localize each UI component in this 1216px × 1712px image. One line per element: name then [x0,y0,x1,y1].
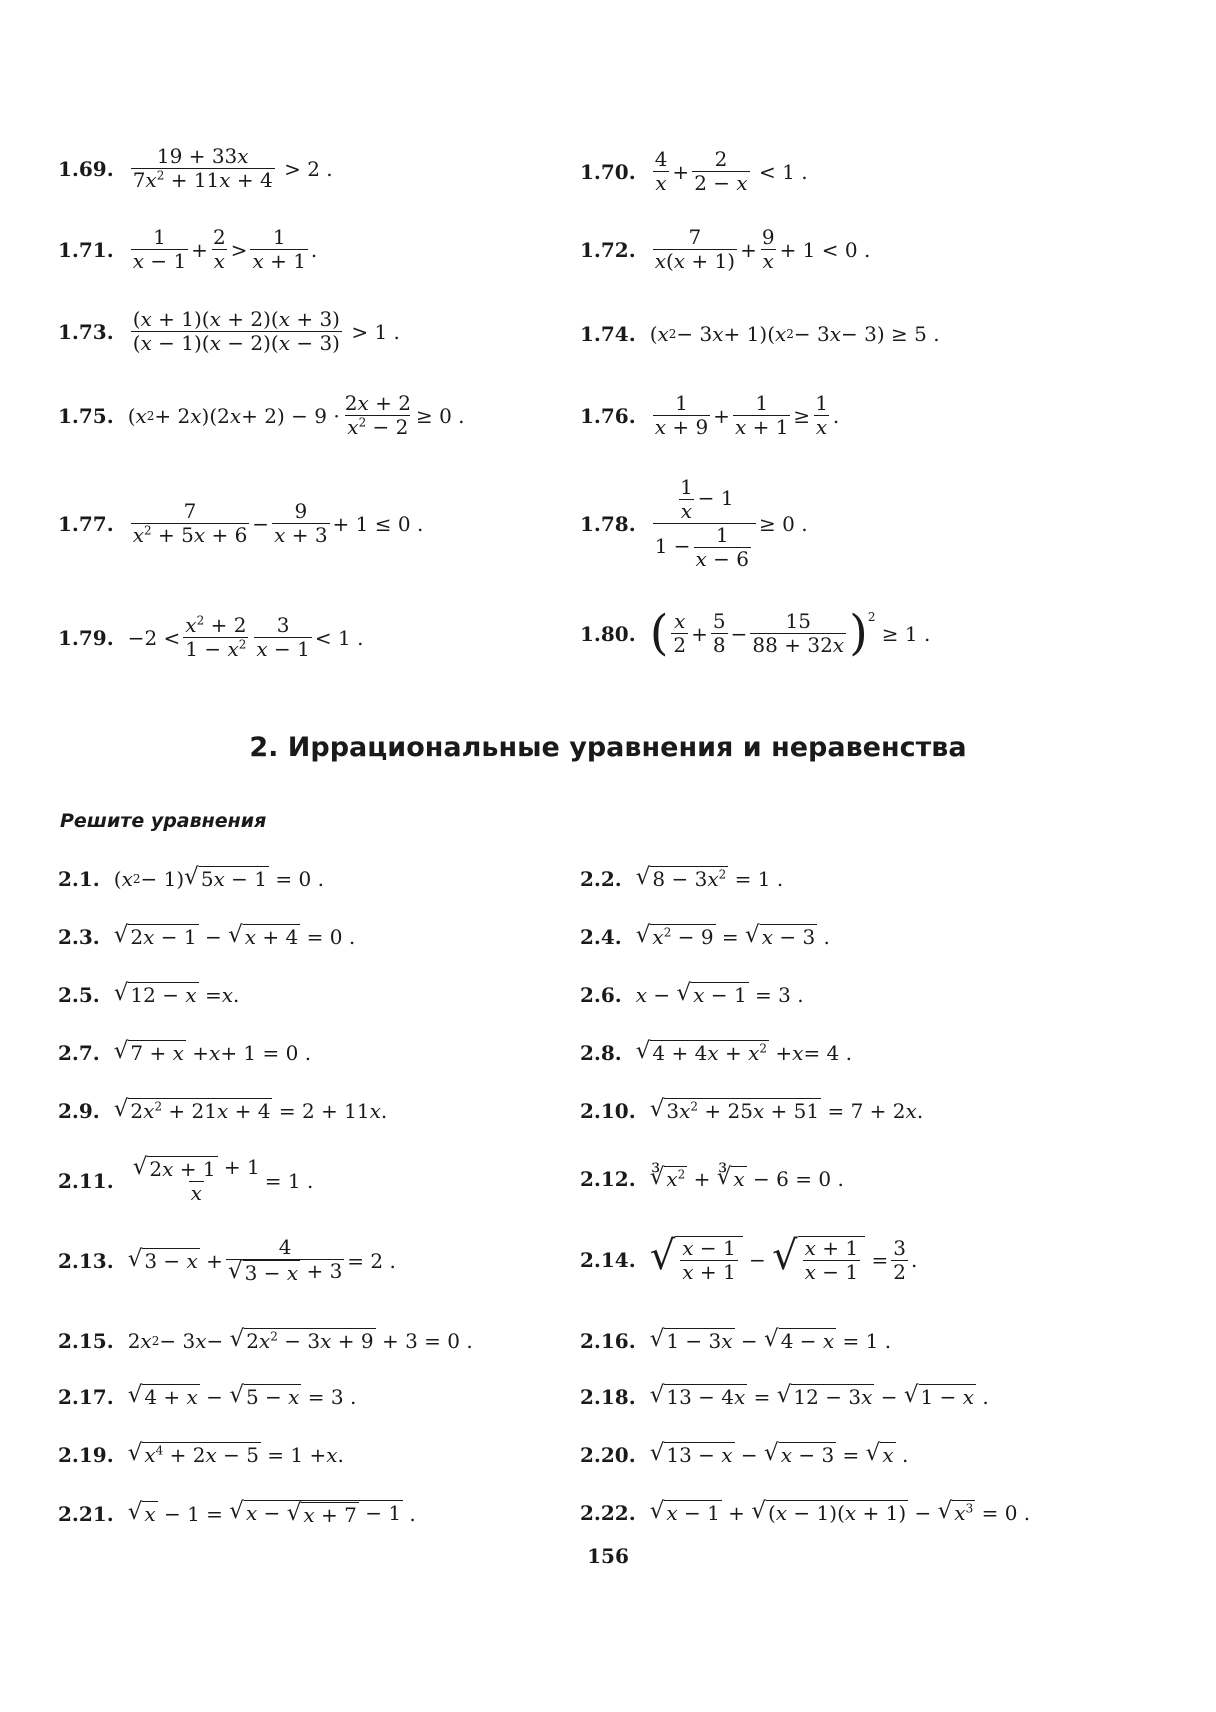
problem-1-78 [580,476,808,571]
formula: $\frac{1}{x - 1}$ + $\frac{2}{x}$ > $\frac{1}{x + 1}$ . [132,225,318,273]
problem-1-74 [580,322,940,346]
formula: √ 2x − 1 − √ x + 4 = 0 . [113,922,356,949]
problem-number: 2.16. [580,1328,636,1353]
problem-number: 1.78. [580,511,636,536]
formula: √ $x^2 - 9$ = √ x − 3 . [635,922,830,949]
problem-2-7 [58,1040,311,1065]
section-title: 2. Иррациональные уравнения и неравенства [249,732,967,763]
formula: √ 12 − x = x . [113,980,240,1007]
problem-number: 2.5. [58,982,100,1007]
problem-2-2 [580,866,783,891]
problem-number: 2.20. [580,1442,636,1467]
formula: $\frac{4}{x}$ + $\frac{2}{2 - x}$ < 1 . [654,147,808,195]
problem-2-10 [580,1098,923,1123]
problem-2-8 [580,1040,852,1065]
formula: √ 7 + x + x + 1 = 0 . [113,1038,312,1065]
formula: −2 < $\frac{x^2 + 2}{1 - x^2}$ $\frac{3}{x - 1}$ < 1 . [127,613,364,661]
problem-number: 1.73. [58,319,114,344]
problem-number: 2.2. [580,866,622,891]
problem-2-20 [580,1442,908,1467]
problem-1-80 [580,604,931,661]
formula: √ x − 1 = √ x − √ x + 7 − 1 . [127,1498,416,1527]
formula: ∛ $x^2$ + ∛ x − 6 = 0 . [649,1164,844,1191]
problem-number: 1.74. [580,322,636,346]
formula: ( x 2 − 1) √ 5x − 1 = 0 . [113,864,324,891]
problem-2-4 [580,924,830,949]
problem-1-77 [58,500,423,547]
problem-2-19 [58,1442,344,1467]
section-subtitle: Решите уравнения [60,810,267,832]
problem-2-16 [580,1328,891,1353]
formula: 2 x 2 − 3 x − √ $2x^2 - 3x + 9$ + 3 = 0 . [127,1326,473,1353]
problem-number: 2.12. [580,1166,636,1191]
problem-number: 1.75. [58,403,114,428]
formula: $\frac{1}{x}$ − 1 1 − $\frac{1}{x - 6}$ ≥ 0 . [654,475,808,571]
formula: √ $\frac{x - 1}{x + 1}$ − √ $\frac{x + 1}{x - 1}$ = $\frac{3}{2}$ . [649,1233,918,1284]
problem-number: 1.79. [58,625,114,650]
problem-number: 2.13. [58,1248,114,1273]
formula: √ 4 + x − √ 5 − x = 3 . [127,1382,357,1409]
problem-2-18 [580,1384,989,1409]
problem-2-1 [58,866,324,891]
formula: √ x − 1 + √ (x − 1)(x + 1) − √ $x^3$ = 0 . [649,1498,1031,1525]
problem-number: 1.77. [58,511,114,536]
formula: √ $3x^2 + 25x + 51$ = 7 + 2 x . [649,1096,924,1123]
problem-2-14 [580,1233,918,1284]
formula: √ $8 - 3x^2$ = 1 . [635,864,784,891]
problem-number: 1.69. [58,156,114,181]
formula: ( x 2 + 2 x )(2 x + 2) − 9 · $\frac{2x + 2}{x^2 - 2}$ ≥ 0 . [127,391,465,439]
problem-number: 2.21. [58,1501,114,1526]
problem-number: 1.76. [580,403,636,428]
problem-2-21 [58,1500,416,1527]
problem-number: 2.7. [58,1040,100,1065]
problem-2-22 [580,1500,1030,1525]
formula: $\frac{7}{x(x + 1)}$ + $\frac{9}{x}$ + 1 < 0 . [654,225,871,273]
formula: ( $\frac{x}{2}$ + $\frac{5}{8}$ − $\frac{15}{88 + 32x}$ ) $^2$ ≥ 1 . [649,604,931,661]
problem-number: 2.17. [58,1384,114,1409]
problem-number: 2.22. [580,1500,636,1525]
formula: √ $x^4 + 2x - 5$ = 1 + x . [127,1440,344,1467]
formula: $\frac{(x + 1)(x + 2)(x + 3)}{(x - 1)(x - 2)(x - 3)}$ > 1 . [132,307,400,355]
formula: √ 13 − x − √ x − 3 = √ x . [649,1440,909,1467]
problem-number: 2.9. [58,1098,100,1123]
problem-2-3 [58,924,355,949]
problem-2-11 [58,1156,313,1205]
problem-2-12 [580,1166,844,1191]
problem-number: 2.6. [580,982,622,1007]
problem-number: 2.19. [58,1442,114,1467]
problem-2-15 [58,1328,473,1353]
problem-number: 2.18. [580,1384,636,1409]
problem-2-5 [58,982,239,1007]
formula: √ 2x + 1 + 1 x = 1 . [132,1154,314,1205]
problem-1-75 [58,392,465,439]
problem-number: 2.14. [580,1248,636,1272]
problem-1-76 [580,392,839,439]
formula: √ 1 − 3x − √ 4 − x = 1 . [649,1326,892,1353]
problem-1-71 [58,226,317,273]
formula: $\frac{7}{x^2 + 5x + 6}$ − $\frac{9}{x + 3}$ + 1 ≤ 0 . [132,499,424,547]
problem-number: 2.1. [58,866,100,891]
formula: $\frac{19 + 33x}{7x^2 + 11x + 4}$ > 2 . [132,144,333,192]
formula: √ 13 − 4x = √ 12 − 3x − √ 1 − x . [649,1382,989,1409]
problem-number: 2.11. [58,1168,114,1193]
problem-number: 1.80. [580,621,636,646]
formula: √ $4 + 4x + x^2$ + x = 4 . [635,1038,852,1065]
problem-number: 1.71. [58,237,114,262]
problem-number: 2.3. [58,924,100,949]
problem-2-13 [58,1236,396,1285]
problem-1-69 [58,145,333,192]
problem-number: 2.4. [580,924,622,949]
formula: √ 3 − x + 4 √ 3 − x + 3 = 2 . [127,1235,396,1285]
formula: ( x 2 − 3 x + 1)( x 2 − 3 x − 3) ≥ 5 . [649,322,940,346]
problem-2-17 [58,1384,356,1409]
page-number: 156 [587,1544,629,1568]
problem-1-79 [58,614,363,661]
problem-1-72 [580,226,870,273]
formula: x − √ x − 1 = 3 . [635,980,804,1007]
formula: √ $2x^2 + 21x + 4$ = 2 + 11 x . [113,1096,388,1123]
problem-1-70 [580,148,808,195]
problem-2-6 [580,982,804,1007]
problem-number: 1.70. [580,159,636,184]
problem-number: 2.10. [580,1098,636,1123]
formula: $\frac{1}{x + 9}$ + $\frac{1}{x + 1}$ ≥ $\frac{1}{x}$ . [654,391,840,439]
problem-2-9 [58,1098,387,1123]
problem-1-73 [58,308,400,355]
problem-number: 1.72. [580,237,636,262]
problem-number: 2.15. [58,1328,114,1353]
problem-number: 2.8. [580,1040,622,1065]
